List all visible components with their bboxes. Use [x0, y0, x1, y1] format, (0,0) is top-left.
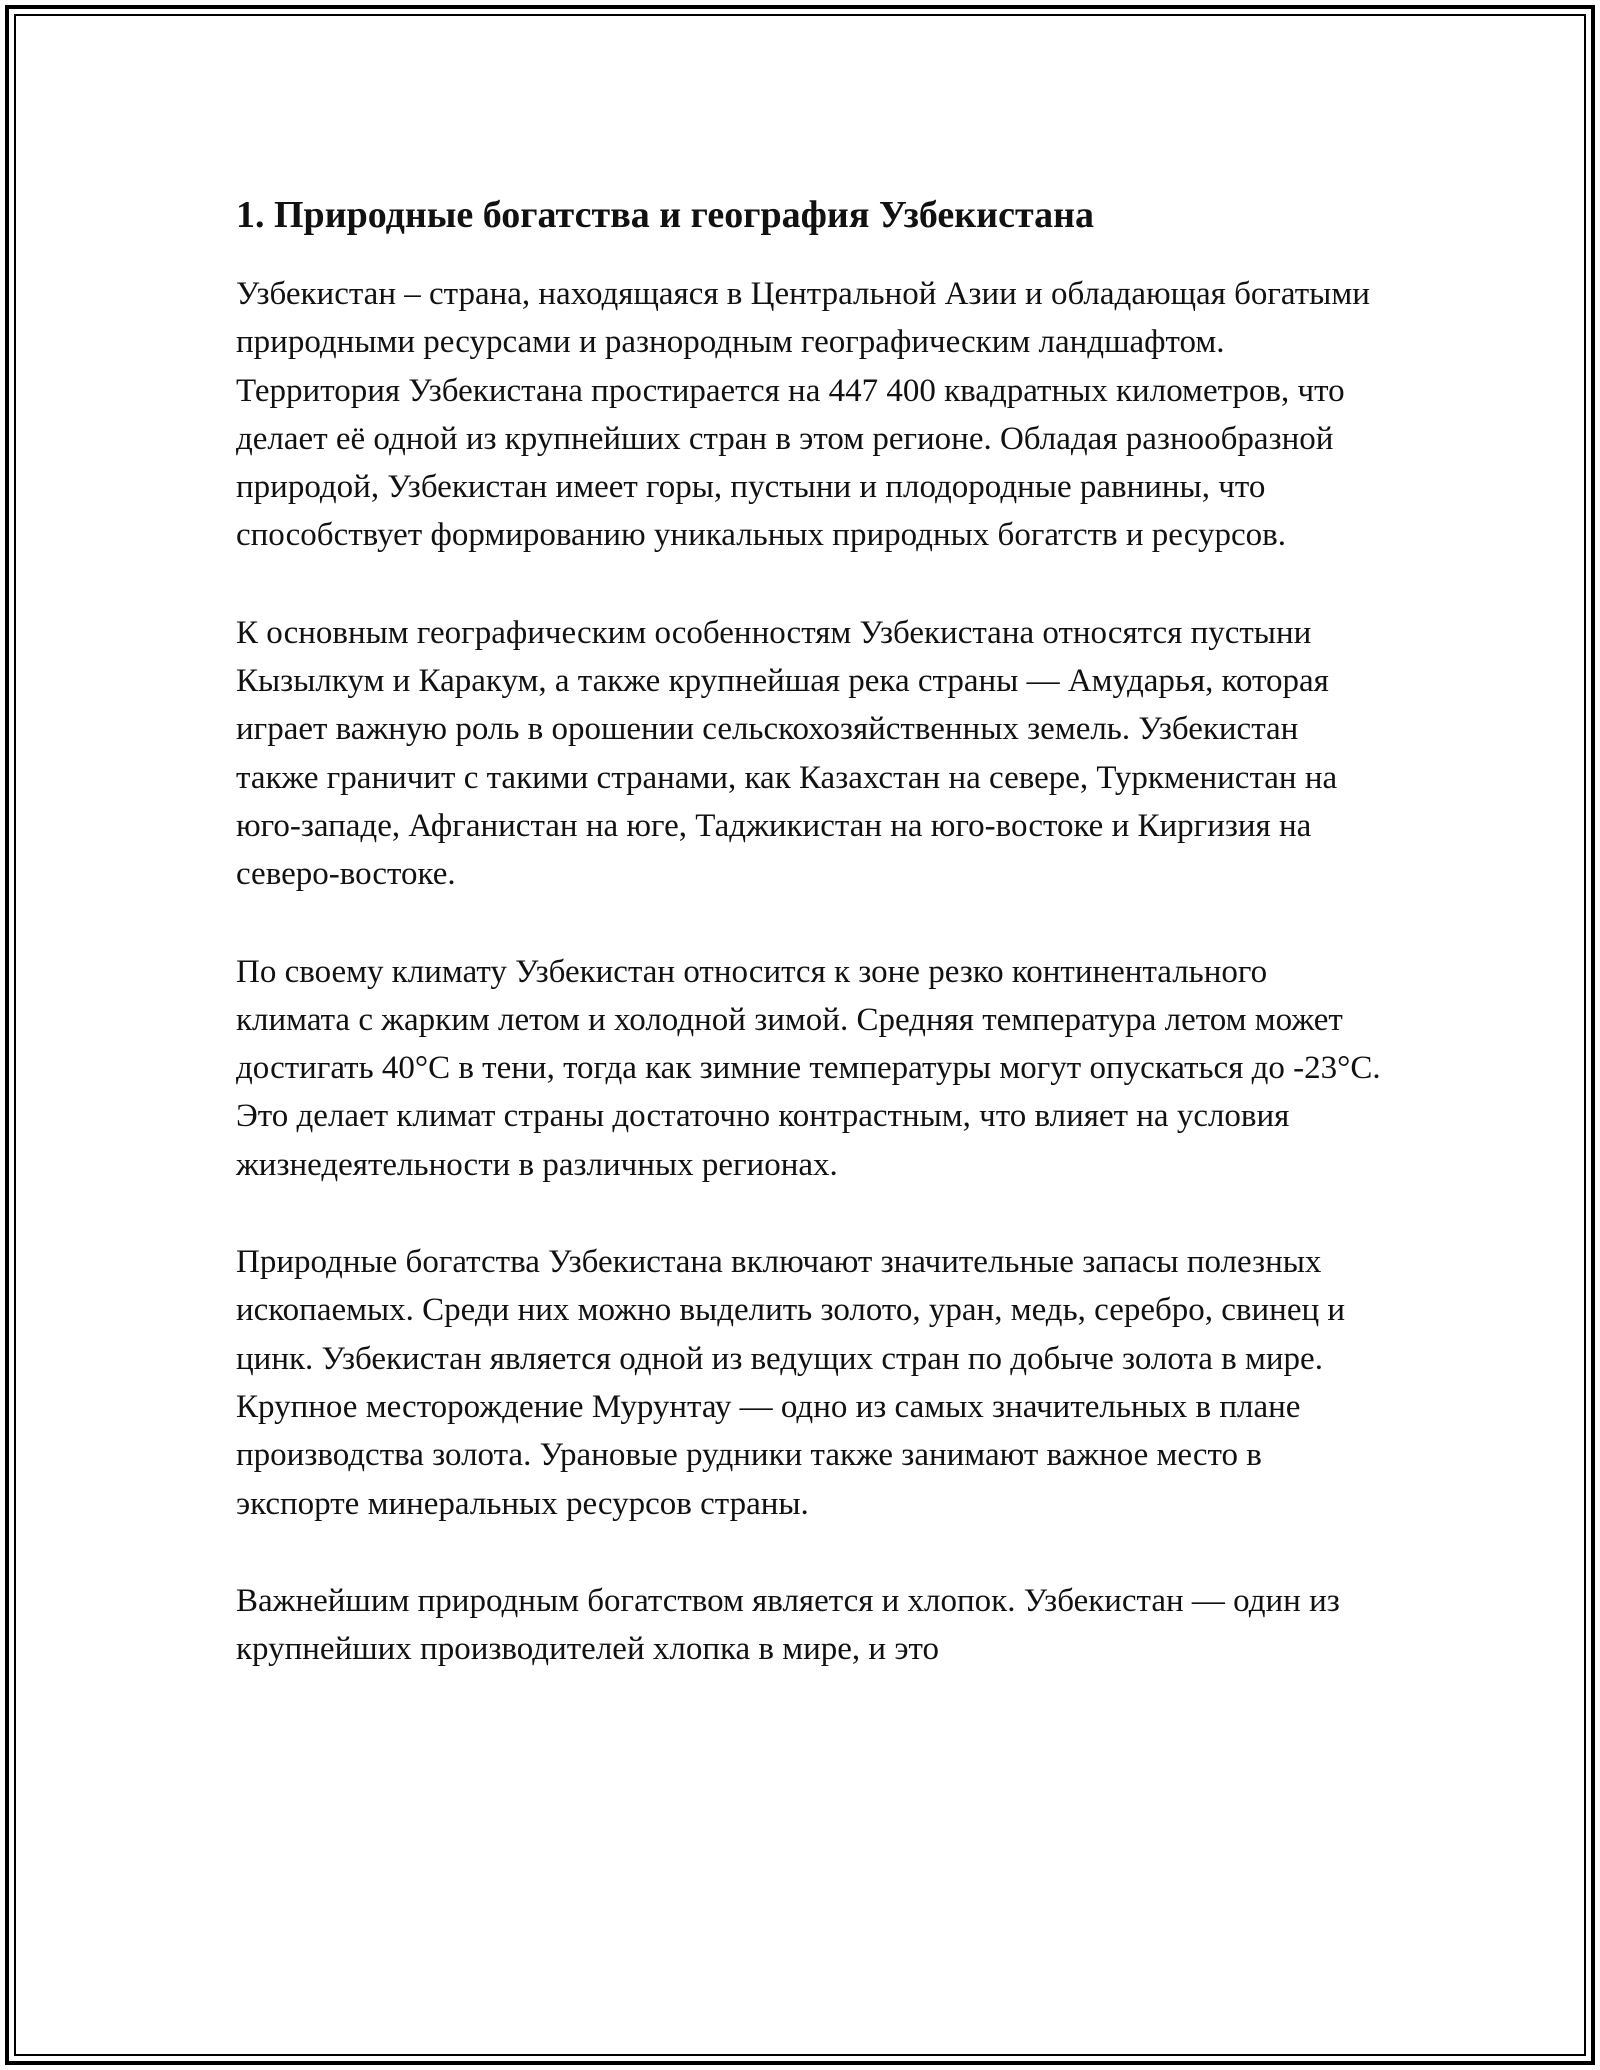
paragraph-cotton: Важнейшим природным богатством является и хлопок. Узбекистан — один из крупнейших производителей хлопка в мире, и это — [236, 1582, 1340, 1668]
paragraph-minerals: Природные богатства Узбекистана включают значительные запасы полезных ископаемых. Среди них можно выделить золото, уран, медь, серебро, свинец и цинк. Узбекистан является одной из ведущих стран по добыче золота в мире. Крупное месторождение Мурунтау — одно из самых значительных в плане производства золота. Урановые рудники также занимают важное место в экспорте минеральных ресурсов страны. — [236, 1244, 1346, 1522]
document-body — [236, 186, 1386, 1673]
section-heading: 1. Природные богатства и география Узбекистана — [236, 194, 1094, 236]
paragraph-geography: К основным географическим особенностям Узбекистана относятся пустыни Кызылкум и Каракум, а также крупнейшая река страны — Амударья, которая играет важную роль в орошении сельскохозяйственных земель. Узбекистан также граничит с такими странами, как Казахстан на севере, Туркменистан на юго-западе, Афганистан на юге, Таджикистан на юго-востоке и Киргизия на северо-востоке. — [236, 614, 1338, 893]
paragraph-intro: Узбекистан – страна, находящаяся в Центральной Азии и обладающая богатыми природными ресурсами и разнородным географическим ландшафтом. Территория Узбекистана простирается на 447 400 квадратных километров, что делает её одной из крупнейших стран в этом регионе. Обладая разнообразной природой, Узбекистан имеет горы, пустыни и плодородные равнины, что способствует формированию уникальных природных богатств и ресурсов. — [236, 276, 1370, 554]
paragraph-climate: По своему климату Узбекистан относится к зоне резко континентального климата с жарким летом и холодной зимой. Средняя температура летом может достигать 40°C в тени, тогда как зимние температуры могут опускаться до -23°C. Это делает климат страны достаточно контрастным, что влияет на условия жизнедеятельности в различных регионах. — [236, 953, 1381, 1183]
